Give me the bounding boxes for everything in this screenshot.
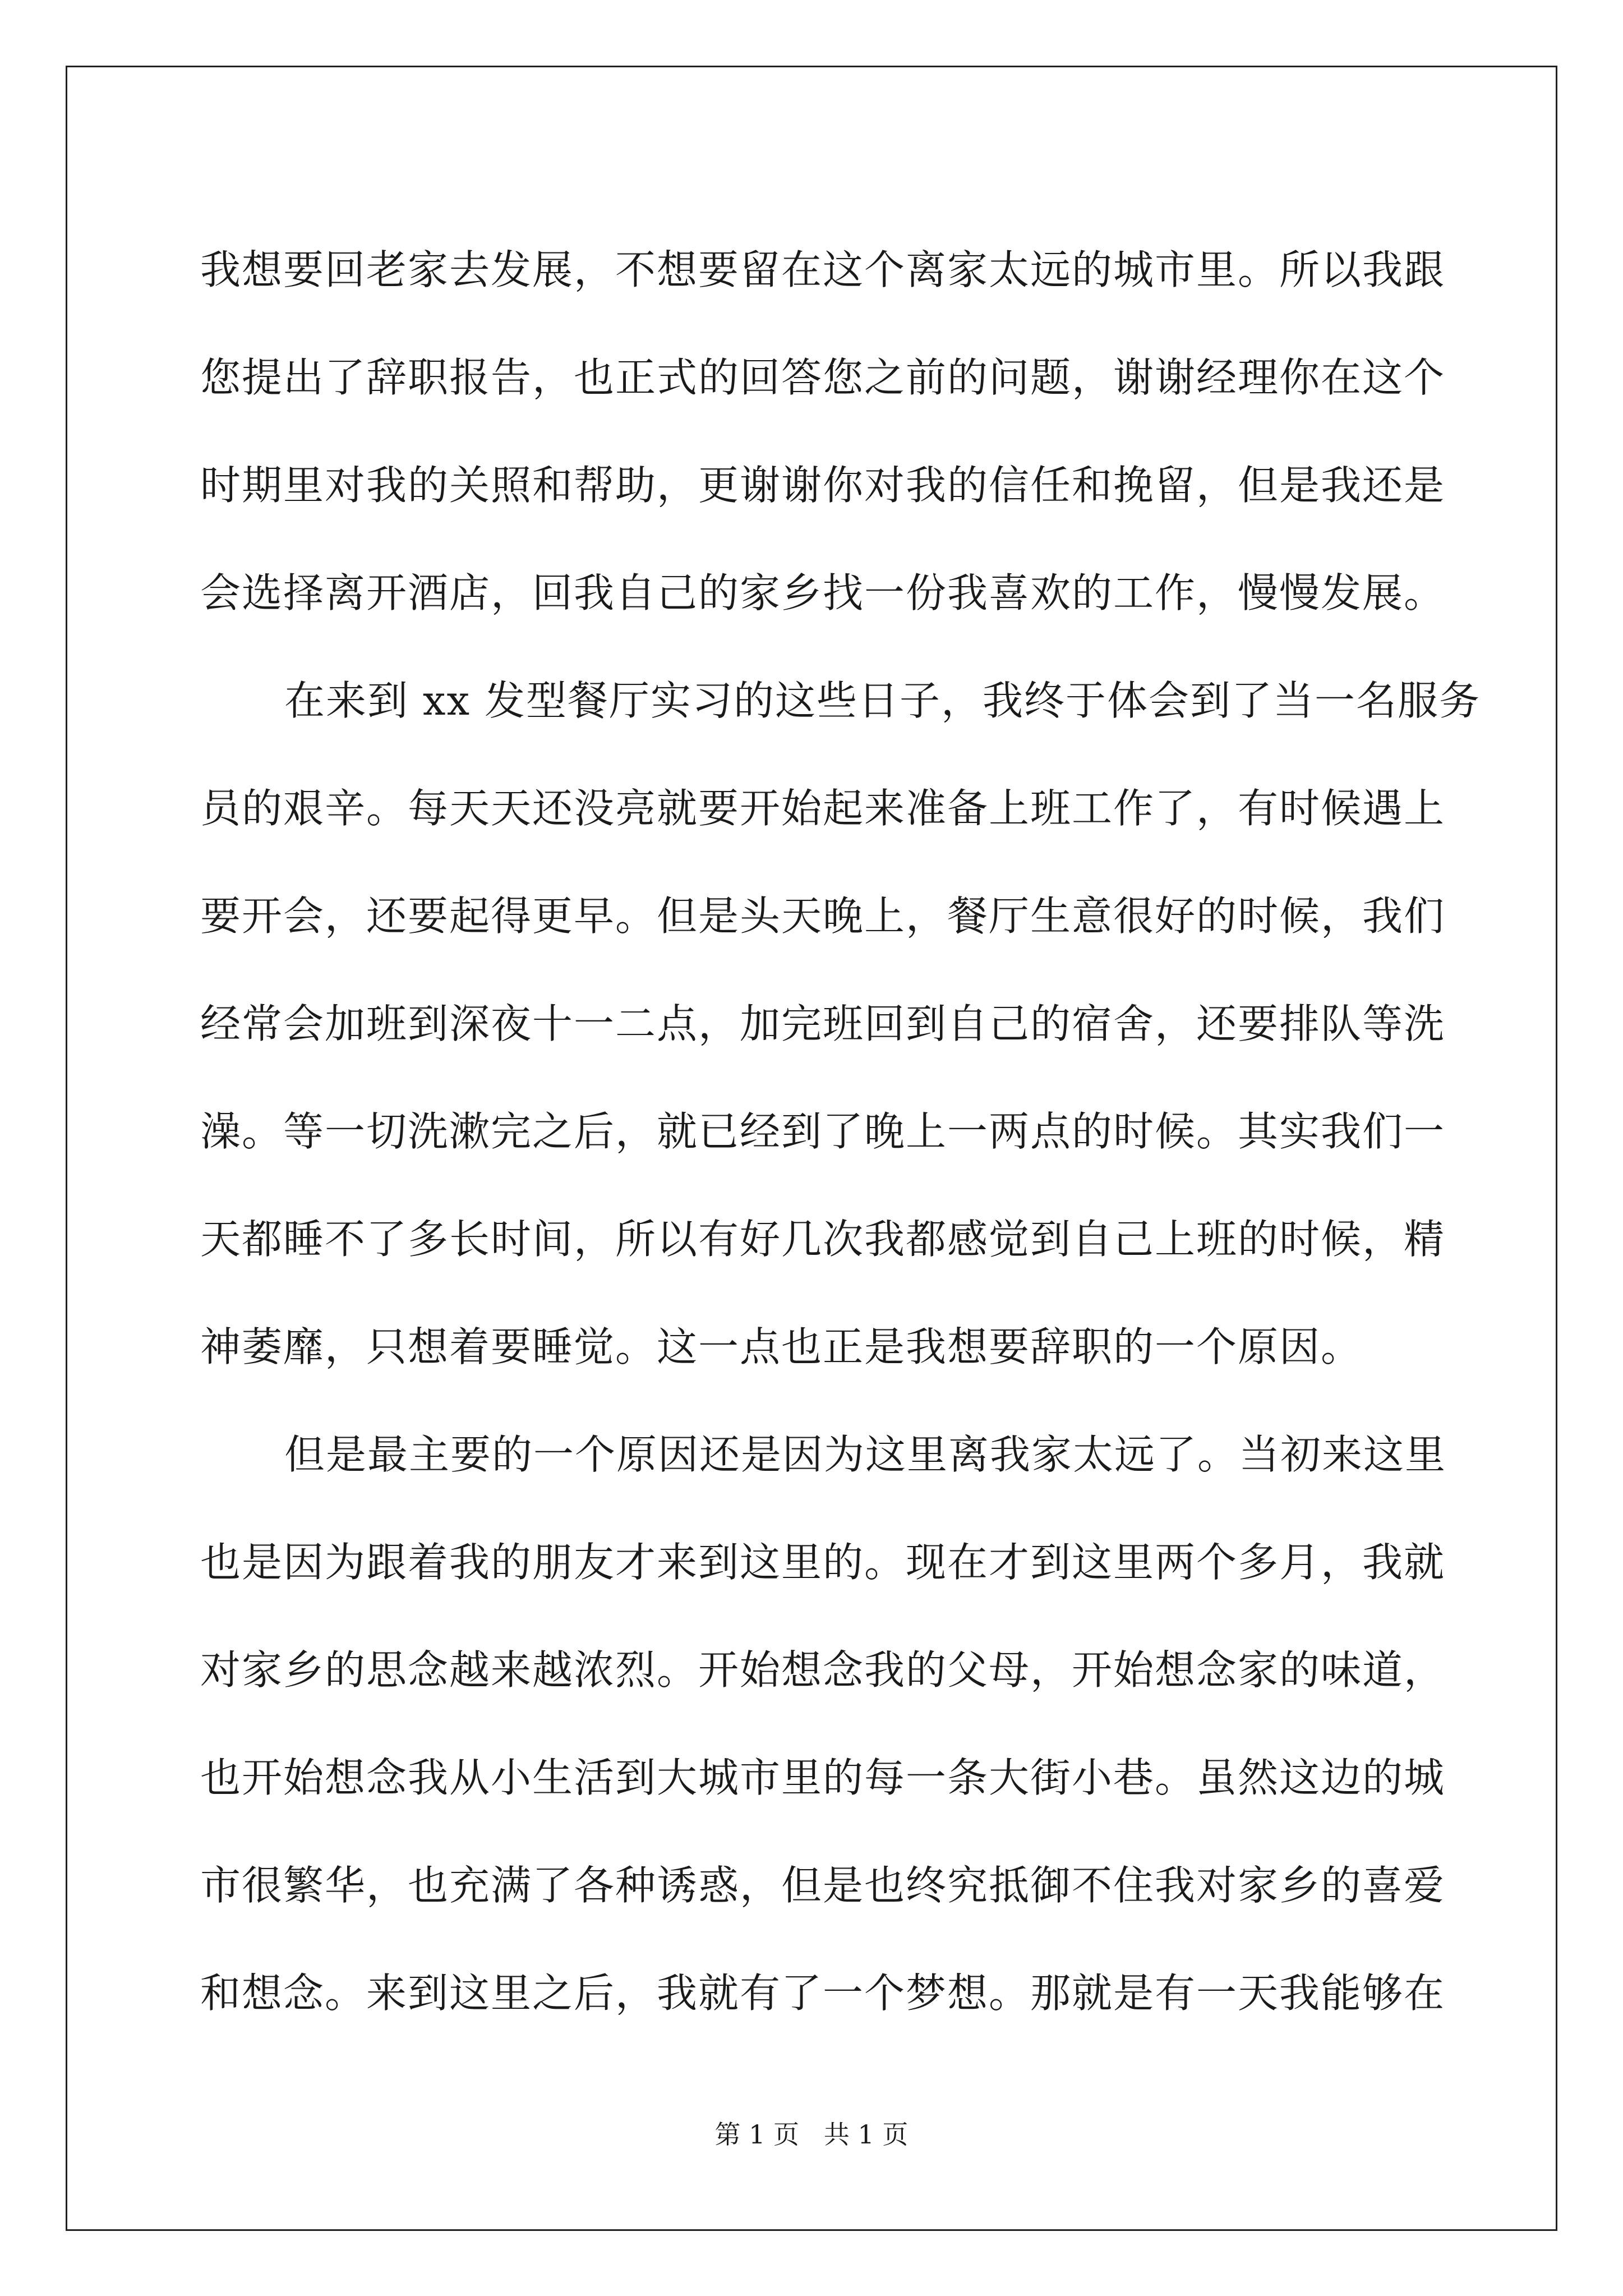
- paragraph-2-line-6: 天都睡不了多长时间，所以有好几次我都感觉到自己上班的时候，精: [200, 1216, 1446, 1263]
- paragraph-3-line-3: 对家乡的思念越来越浓烈。开始想念我的父母，开始想念家的味道，: [200, 1646, 1446, 1694]
- paragraph-3-line-5: 市很繁华，也充满了各种诱惑，但是也终究抵御不住我对家乡的喜爱: [200, 1862, 1446, 1909]
- paragraph-2-line-7: 神萎靡，只想着要睡觉。这一点也正是我想要辞职的一个原因。: [200, 1323, 1363, 1370]
- paragraph-2-line-5: 澡。等一切洗漱完之后，就已经到了晚上一两点的时候。其实我们一: [200, 1108, 1446, 1155]
- paragraph-3-line-6: 和想念。来到这里之后，我就有了一个梦想。那就是有一天我能够在: [200, 1970, 1446, 2017]
- paragraph-1-line-2: 您提出了辞职报告，也正式的回答您之前的问题，谢谢经理你在这个: [200, 354, 1446, 401]
- page-number-footer: 第 1 页 共 1 页: [714, 2119, 909, 2150]
- paragraph-2-line-3: 要开会，还要起得更早。但是头天晚上，餐厅生意很好的时候，我们: [200, 892, 1446, 940]
- paragraph-3-line-4: 也开始想念我从小生活到大城市里的每一条大街小巷。虽然这边的城: [200, 1754, 1446, 1801]
- document-body: [200, 216, 1481, 2047]
- paragraph-2-line-1: 在来到 xx 发型餐厅实习的这些日子，我终于体会到了当一名服务: [284, 677, 1481, 724]
- paragraph-2-line-4: 经常会加班到深夜十一二点，加完班回到自己的宿舍，还要排队等洗: [200, 1000, 1446, 1047]
- paragraph-1-line-4: 会选择离开酒店，回我自己的家乡找一份我喜欢的工作，慢慢发展。: [200, 569, 1446, 616]
- paragraph-3-line-1: 但是最主要的一个原因还是因为这里离我家太远了。当初来这里: [284, 1431, 1447, 1478]
- paragraph-2-line-2: 员的艰辛。每天天还没亮就要开始起来准备上班工作了，有时候遇上: [200, 785, 1446, 832]
- paragraph-1-line-3: 时期里对我的关照和帮助，更谢谢你对我的信任和挽留，但是我还是: [200, 462, 1446, 509]
- paragraph-1-line-1: 我想要回老家去发展，不想要留在这个离家太远的城市里。所以我跟: [200, 246, 1446, 293]
- paragraph-3-line-2: 也是因为跟着我的朋友才来到这里的。现在才到这里两个多月，我就: [200, 1539, 1446, 1586]
